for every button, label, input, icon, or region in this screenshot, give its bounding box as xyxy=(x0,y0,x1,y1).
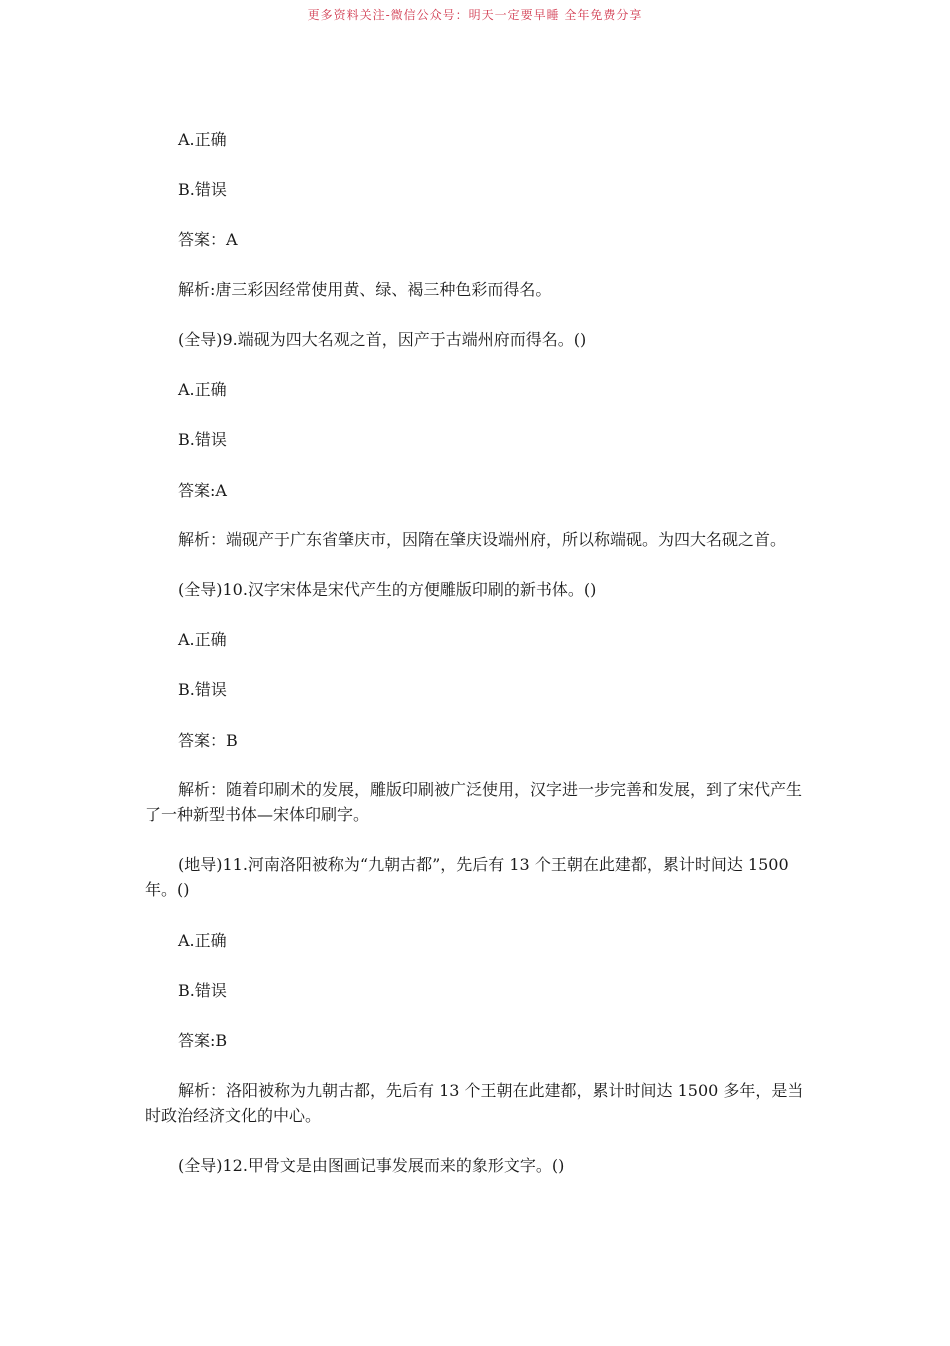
answer: 答案:A xyxy=(178,481,227,500)
option-a: A.正确 xyxy=(178,380,227,399)
explanation: 解析：洛阳被称为九朝古都，先后有 13 个王朝在此建都，累计时间达 1500 多年，是当时政治经济文化的中心。 xyxy=(145,1081,804,1125)
answer: 答案：B xyxy=(178,731,238,750)
explanation: 解析：端砚产于广东省肇庆市，因隋在肇庆设端州府，所以称端砚。为四大名砚之首。 xyxy=(178,530,787,549)
option-b: B.错误 xyxy=(178,430,227,449)
option-a: A.正确 xyxy=(178,931,227,950)
explanation: 解析:唐三彩因经常使用黄、绿、褐三种色彩而得名。 xyxy=(178,280,552,299)
page-header-banner: 更多资料关注-微信公众号：明天一定要早睡 全年免费分享 xyxy=(307,8,643,22)
option-b: B.错误 xyxy=(178,680,227,699)
question-12: (全导)12.甲骨文是由图画记事发展而来的象形文字。() xyxy=(178,1156,565,1175)
question-11: (地导)11.河南洛阳被称为“九朝古都”，先后有 13 个王朝在此建都，累计时间达 1500 年。() xyxy=(145,855,789,899)
option-b: B.错误 xyxy=(178,981,227,1000)
question-10: (全导)10.汉字宋体是宋代产生的方便雕版印刷的新书体。() xyxy=(178,580,597,599)
explanation: 解析：随着印刷术的发展，雕版印刷被广泛使用，汉字进一步完善和发展，到了宋代产生了一种新型书体—宋体印刷字。 xyxy=(145,780,803,824)
option-a: A.正确 xyxy=(178,130,227,149)
option-b: B.错误 xyxy=(178,180,227,199)
answer: 答案:B xyxy=(178,1031,228,1050)
option-a: A.正确 xyxy=(178,630,227,649)
question-9: (全导)9.端砚为四大名观之首，因产于古端州府而得名。() xyxy=(178,330,587,349)
answer: 答案：A xyxy=(178,230,238,249)
